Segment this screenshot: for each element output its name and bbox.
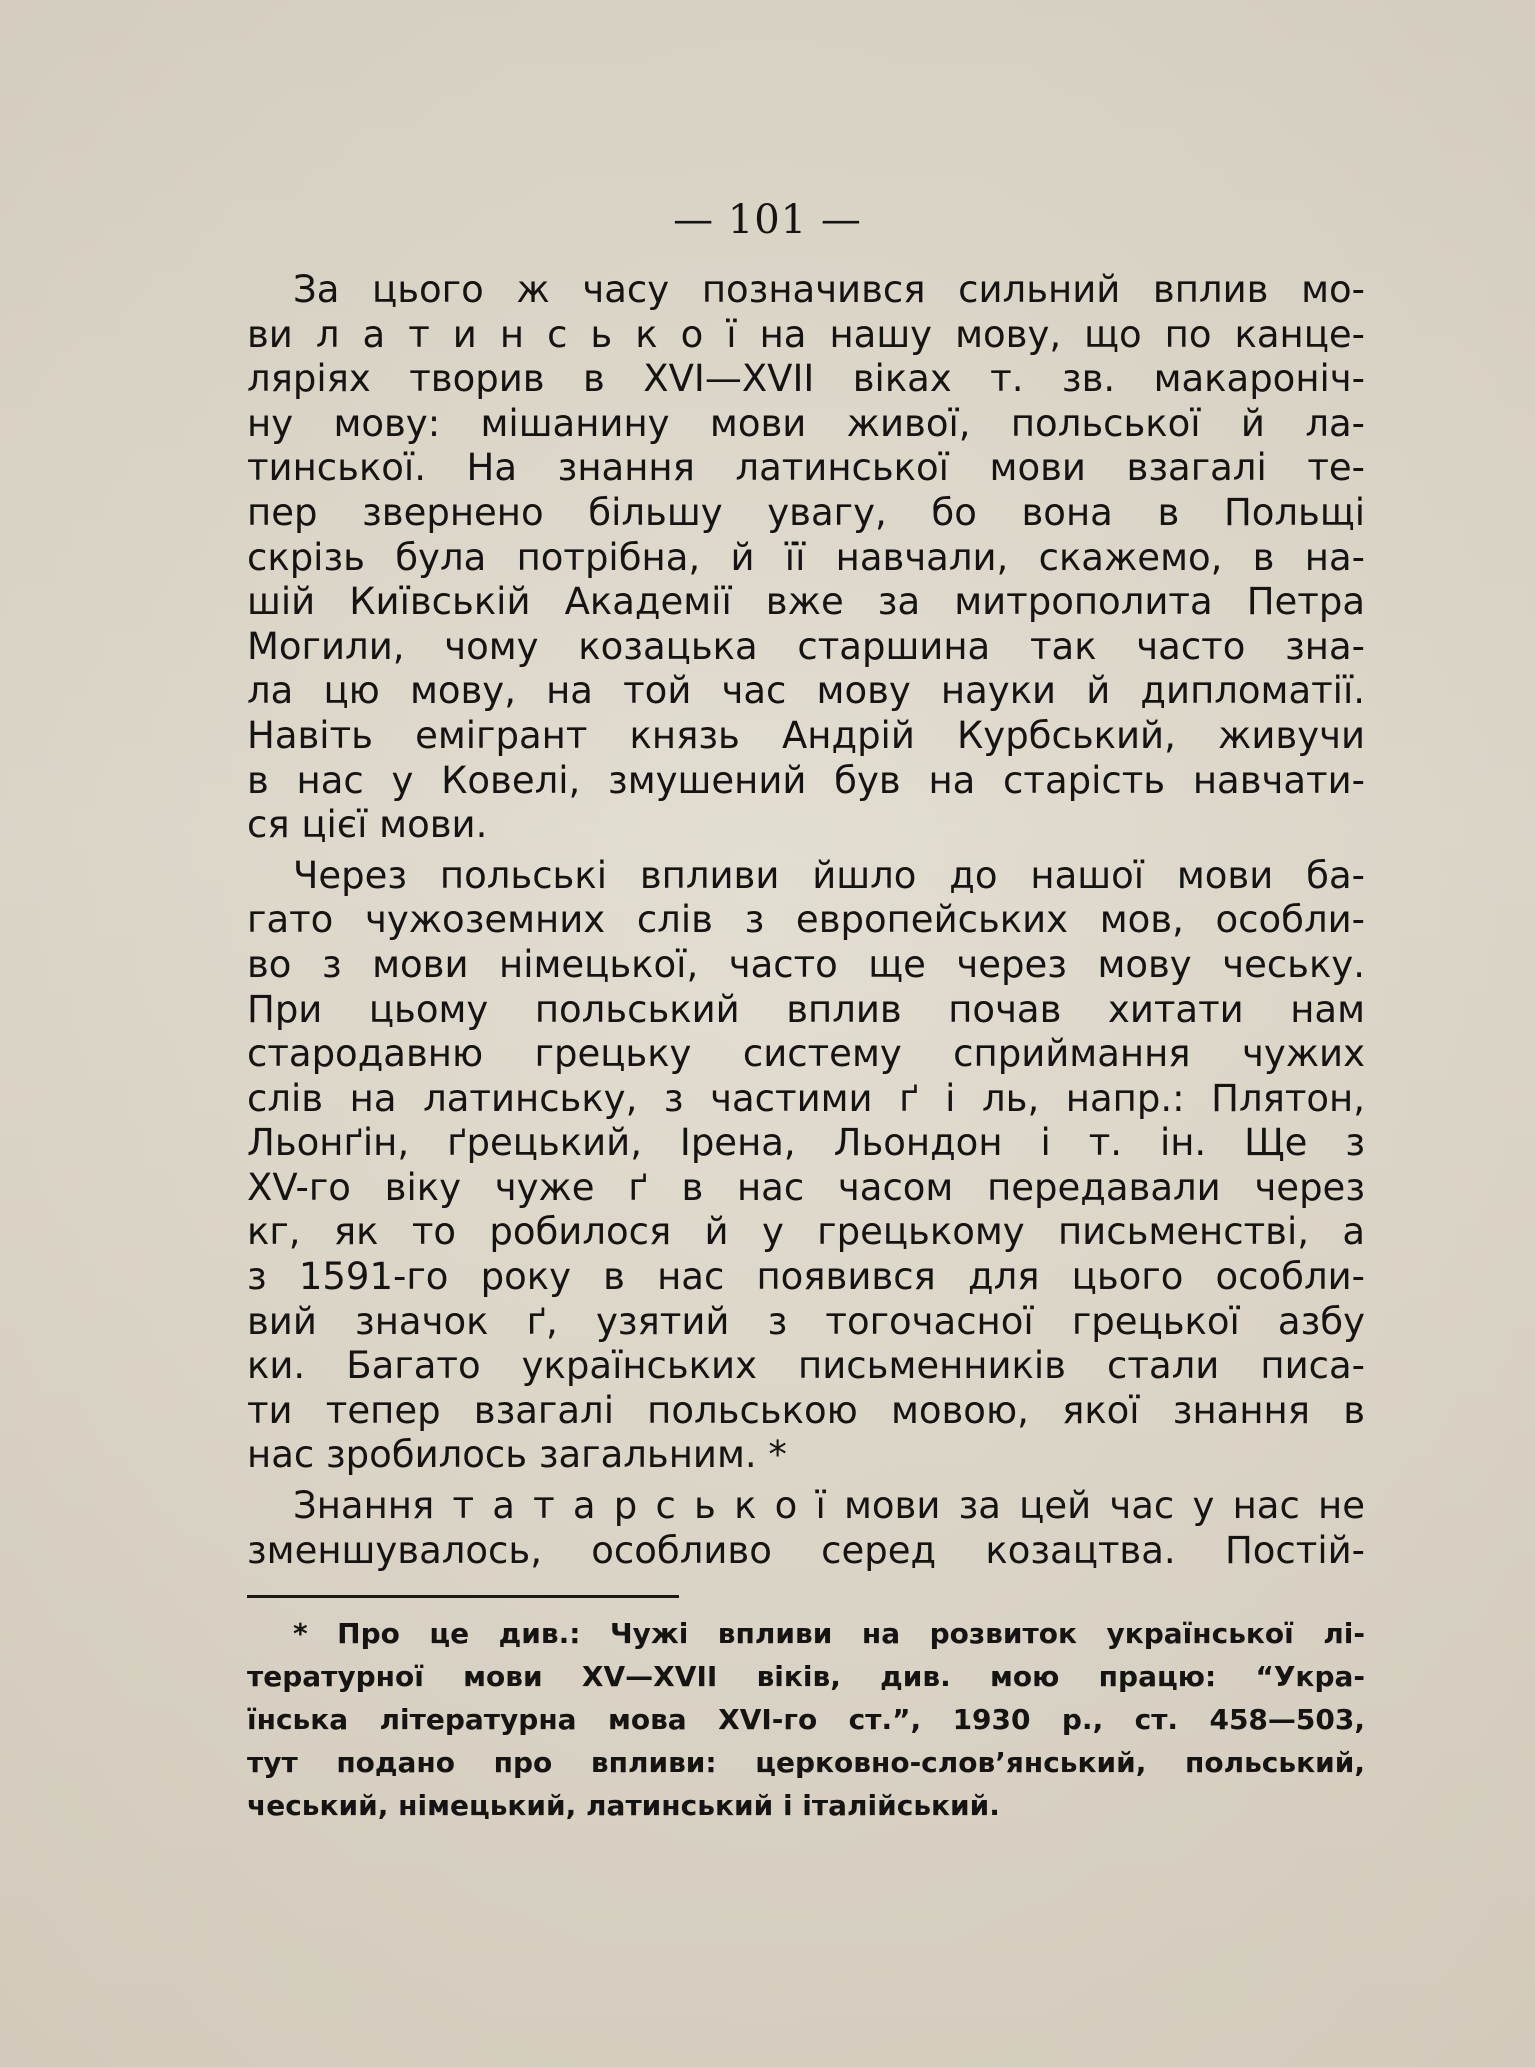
text-line: гато чужоземних слів з европейських мов, особли- <box>247 898 1365 942</box>
text-line: кг, як то робилося й у грецькому письменстві, а <box>247 1210 1365 1254</box>
text-line: ки. Багато українських письменників стали писа- <box>247 1344 1365 1388</box>
footnote-line: тературної мови XV—XVII віків, див. мою працю: “Укра- <box>247 1660 1365 1693</box>
paragraph-tatar-language <box>247 1484 1365 1573</box>
text-line: пер звернено більшу увагу, бо вона в Польщі <box>247 490 1365 534</box>
footnote <box>247 1612 1365 1827</box>
paragraph-latin-influence <box>247 268 1365 848</box>
text-line: слів на латинську, з частими ґ і ль, напр.: Плятон, <box>247 1076 1365 1120</box>
text-line: во з мови німецької, часто ще через мову чеську. <box>247 942 1365 986</box>
text-line: вий значок ґ, узятий з тогочасної грецької азбу <box>247 1299 1365 1343</box>
text-line: ви л а т и н с ь к о ї на нашу мову, що по канце- <box>247 312 1365 356</box>
text-line: нас зробилось загальним. * <box>247 1433 787 1477</box>
text-line: скрізь була потрібна, й її навчали, скажемо, в на- <box>247 535 1365 579</box>
text-line: XV-го віку чуже ґ в нас часом передавали через <box>247 1165 1365 1209</box>
text-line: в нас у Ковелі, змушений був на старість навчати- <box>247 758 1365 802</box>
text-line: Льонґін, ґрецький, Ірена, Льондон і т. ін. Ще з <box>247 1121 1365 1165</box>
text-line: ся цієї мови. <box>247 803 488 847</box>
text-line: ти тепер взагалі польською мовою, якої знання в <box>247 1388 1365 1432</box>
footnote-line: їнська літературна мова XVI-го ст.”, 1930 р., ст. 458—503, <box>247 1703 1365 1736</box>
text-line: Навіть емігрант князь Андрій Курбський, живучи <box>247 713 1365 757</box>
body-text <box>247 268 1365 1573</box>
text-line: зменшувалось, особливо серед козацтва. Постій- <box>247 1528 1365 1572</box>
text-line: Знання т а т а р с ь к о ї мови за цей час у нас не <box>293 1484 1365 1528</box>
text-line: ляріях творив в XVI—XVII віках т. зв. макароніч- <box>247 357 1365 401</box>
text-line: з 1591-го року в нас появився для цього особли- <box>247 1255 1365 1299</box>
footnote-divider <box>247 1595 679 1598</box>
text-line: При цьому польський вплив почав хитати нам <box>247 987 1365 1031</box>
text-line: тинської. На знання латинської мови взагалі те- <box>247 446 1365 490</box>
footnote-line: тут подано про впливи: церковно-слов’янський, польський, <box>247 1746 1365 1779</box>
text-line: Могили, чому козацька старшина так часто зна- <box>247 624 1365 668</box>
text-line: стародавню грецьку систему сприймання чужих <box>247 1032 1365 1076</box>
text-line: За цього ж часу позначився сильний вплив мо- <box>293 268 1365 311</box>
text-line: ну мову: мішанину мови живої, польської й ла- <box>247 401 1365 445</box>
footnote-line: * Про це див.: Чужі впливи на розвиток української лі- <box>293 1617 1365 1650</box>
text-line: Через польські впливи йшло до нашої мови ба- <box>293 853 1365 897</box>
page-number: — 101 — <box>673 197 862 243</box>
text-line: шій Київській Академії вже за митрополита Петра <box>247 580 1365 624</box>
paragraph-polish-influence <box>247 854 1365 1478</box>
text-line: ла цю мову, на той час мову науки й дипломатії. <box>247 669 1365 713</box>
footnote-line: чеський, німецький, латинський і італійський. <box>247 1789 1000 1822</box>
